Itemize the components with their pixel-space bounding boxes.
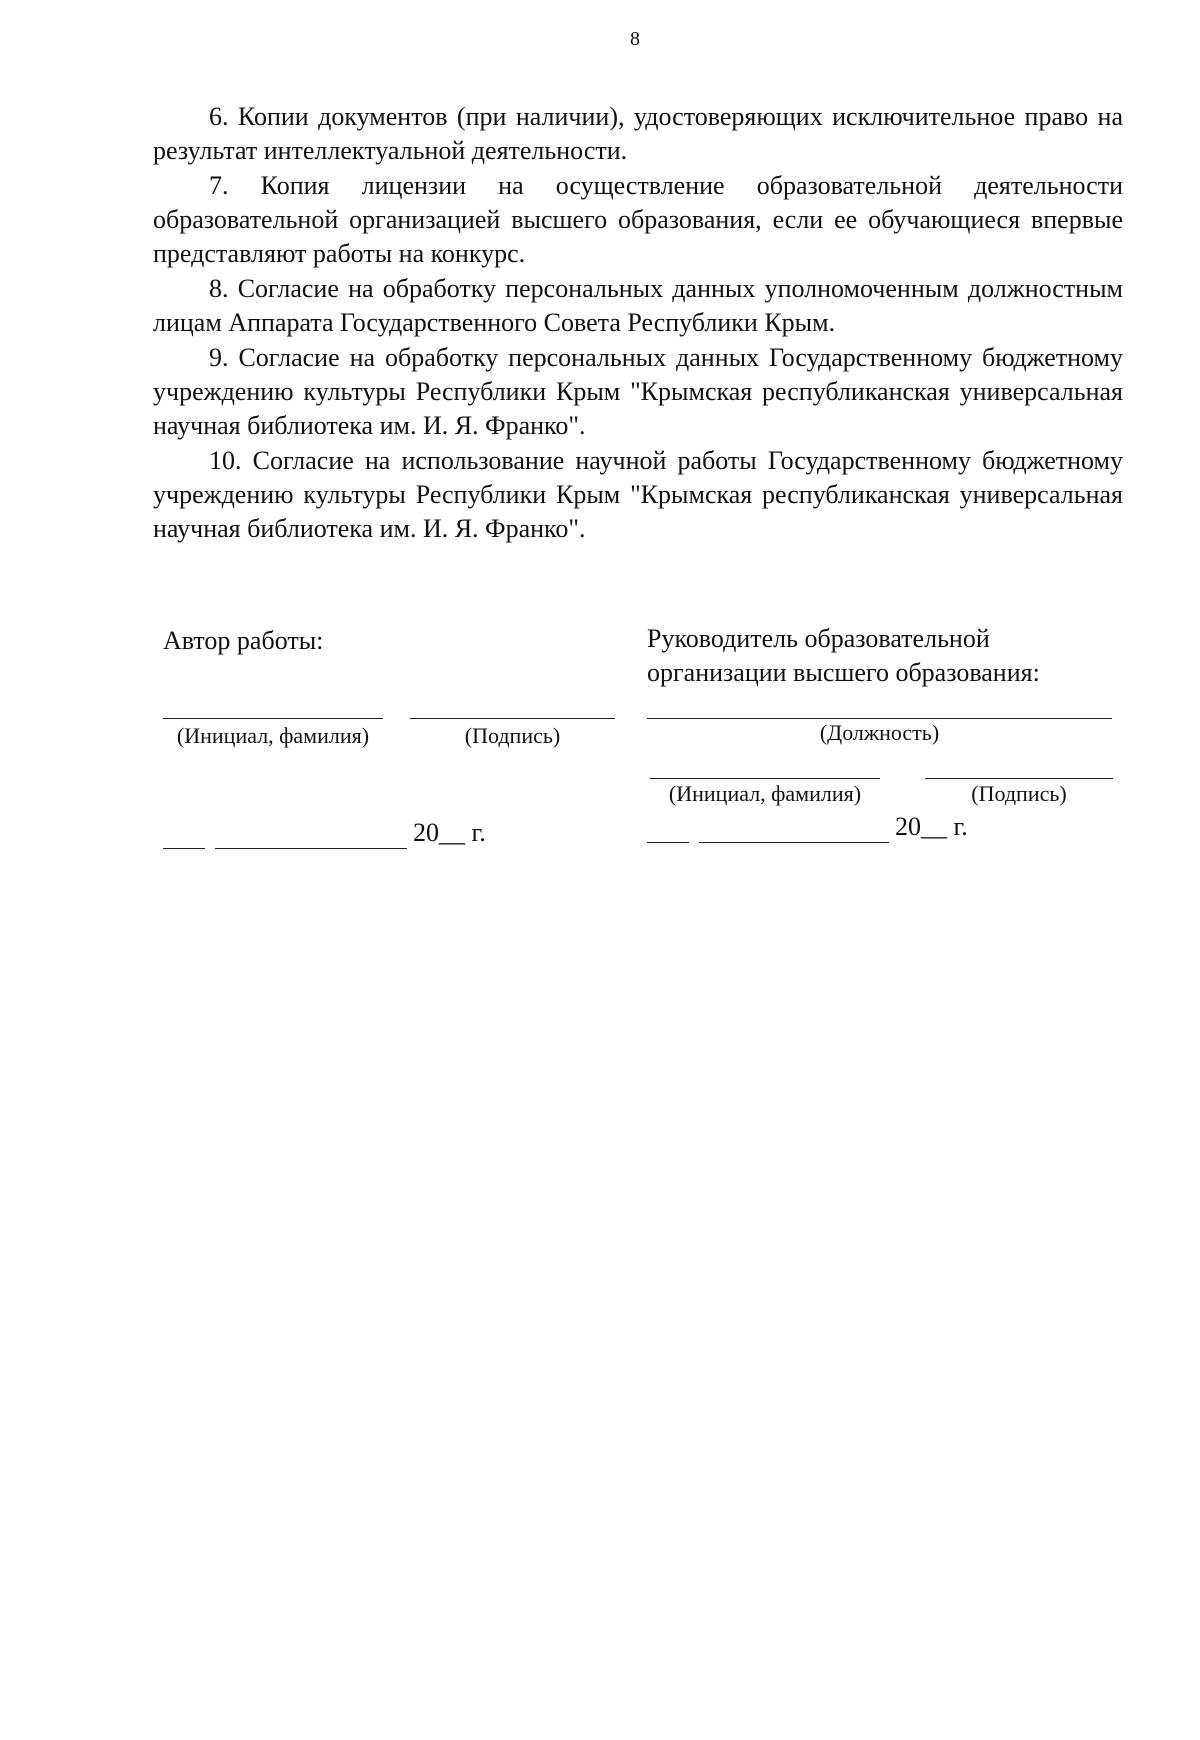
- head-name-caption: (Инициал, фамилия): [668, 781, 862, 806]
- head-date-day-line: [647, 842, 689, 843]
- head-position-caption: (Должность): [819, 720, 940, 745]
- head-name-line: [650, 778, 880, 779]
- author-date-day-line: [163, 848, 205, 849]
- author-signature-line: [410, 718, 615, 719]
- list-item-9: 9. Согласие на обработку персональных данных Государственному бюджетному учреждению культуры Республики Крым "Крымская республиканская универсальная научная библиотека им. И. Я. Франко".: [153, 343, 1123, 440]
- author-date: [163, 818, 523, 852]
- document-body: [153, 100, 1123, 547]
- head-date-month-line: [699, 842, 889, 843]
- head-signature-line: [925, 778, 1113, 779]
- head-date: [647, 812, 1007, 846]
- head-position-line: [647, 718, 1112, 719]
- head-date-year: 20__ г.: [895, 812, 968, 841]
- list-item-10: 10. Согласие на использование научной работы Государственному бюджетному учреждению культуры Республики Крым "Крымская республиканская универсальная научная библиотека им. И. Я. Франко".: [153, 446, 1123, 543]
- head-label-line-2: организации высшего образования:: [647, 658, 1040, 687]
- list-item-7: 7. Копия лицензии на осуществление образовательной деятельности образовательной организацией высшего образования, если ее обучающиеся впервые представляют работы на конкурс.: [153, 171, 1123, 268]
- author-label: Автор работы:: [163, 626, 324, 655]
- author-name-line: [163, 718, 383, 719]
- list-item-8: 8. Согласие на обработку персональных данных уполномоченным должностным лицам Аппарата Государственного Совета Республики Крым.: [153, 274, 1123, 337]
- author-date-month-line: [215, 848, 407, 849]
- head-label-line-1: Руководитель образовательной: [647, 624, 990, 653]
- page-number: 8: [630, 28, 640, 50]
- head-signature-caption: (Подпись): [971, 781, 1067, 806]
- head-label: [647, 622, 1040, 690]
- list-item-6: 6. Копии документов (при наличии), удостоверяющих исключительное право на результат интеллектуальной деятельности.: [153, 102, 1123, 165]
- author-name-caption: (Инициал, фамилия): [176, 723, 370, 748]
- author-signature-caption: (Подпись): [464, 723, 561, 748]
- author-date-year: 20__ г.: [413, 818, 486, 847]
